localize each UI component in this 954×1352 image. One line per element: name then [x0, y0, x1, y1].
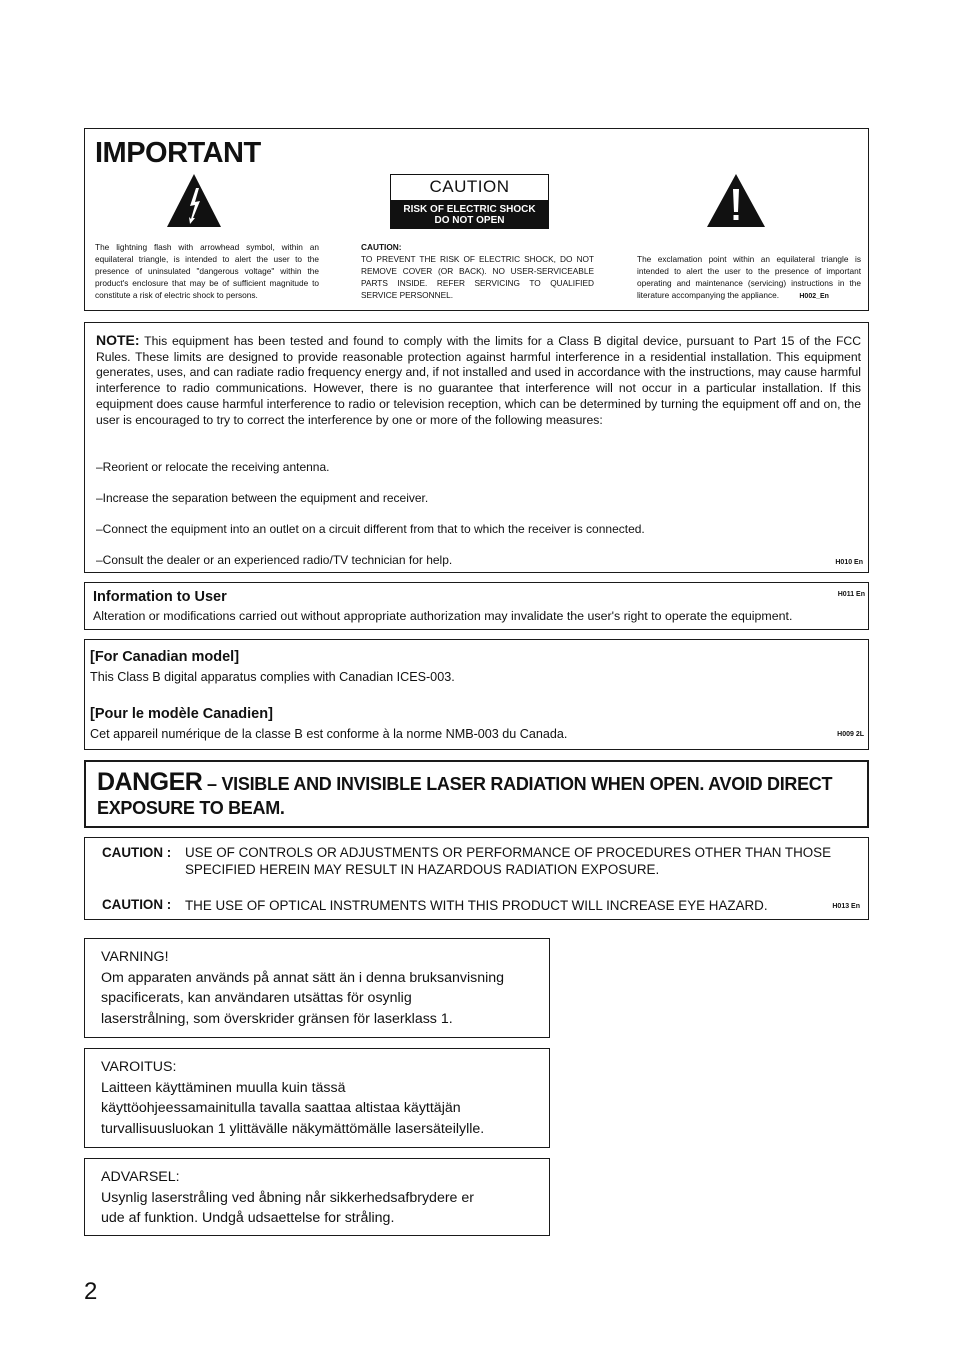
- canada-text-en: This Class B digital apparatus complies with Canadian ICES-003.: [90, 670, 455, 684]
- lightning-warning-icon: [165, 172, 223, 229]
- exclamation-warning-icon: [705, 172, 767, 229]
- measure-item: –Consult the dealer or an experienced radio/TV technician for help.: [96, 553, 453, 567]
- note-text: This equipment has been tested and found to comply with the limits for a Class B digital device, pursuant to Part 15 of the FCC Rules. These limits are designed to provide reasonable protection against harmful interference in a residential installation. This equipment generates, uses, and can radiate radio frequency energy and, if not installed and used in accordance with the instructions, may cause harmful interference to radio communications. However, there is no guarantee that interference will not occur in a particular installation. If this equipment does cause harmful interference to radio or television reception, which can be determined by turning the equipment off and on, the user is encouraged to try to correct the interference by one or more of the following measures:: [96, 334, 861, 427]
- canada-code: H009 2L: [837, 731, 864, 738]
- measure-item: –Increase the separation between the equipment and receiver.: [96, 491, 429, 505]
- info-text: Alteration or modifications carried out without appropriate authorization may invalidate the user's right to operate the equipment.: [93, 609, 793, 623]
- note-code: H010 En: [835, 559, 863, 566]
- advarsel-text: ADVARSEL: Usynlig laserstråling ved åbning når sikkerhedsafbrydere er ude af funktion. Undgå udsaettelse for stråling.: [101, 1169, 475, 1226]
- exclamation-explanation: The exclamation point within an equilateral triangle is intended to alert the user to the presence of important operating and maintenance (servicing) instructions in the literature accompanying the appliance. H002_En: [637, 254, 861, 300]
- varoitus-text: VAROITUS: Laitteen käyttäminen muulla kuin tässä käyttöohjeessamainitulla tavalla saattaa altistaa käyttäjän turvallisuusluokan 1 ylittävälle näkymättömälle lasersäteilylle.: [101, 1059, 485, 1137]
- danger-word: DANGER: [97, 768, 203, 796]
- danger-line2: EXPOSURE TO BEAM.: [97, 798, 285, 818]
- note-paragraph: [96, 333, 861, 428]
- canada-text-fr: Cet appareil numérique de la classe B est conforme à la norme NMB-003 du Canada.: [90, 727, 568, 741]
- caution-label: CAUTION :: [102, 845, 172, 860]
- canada-heading-fr: [Pour le modèle Canadien]: [90, 706, 273, 722]
- important-title: IMPORTANT: [95, 137, 261, 169]
- info-heading: Information to User: [93, 589, 227, 605]
- fcc-note-section: [84, 322, 869, 573]
- caution-text-2: THE USE OF OPTICAL INSTRUMENTS WITH THIS PRODUCT WILL INCREASE EYE HAZARD.: [185, 898, 768, 913]
- measure-item: –Connect the equipment into an outlet on a circuit different from that to which the receiver is connected.: [96, 522, 645, 536]
- danger-line1: [97, 768, 832, 797]
- caution-label: CAUTION :: [102, 897, 172, 912]
- lightning-explanation: The lightning flash with arrowhead symbol, within an equilateral triangle, is intended to alert the user to the presence of uninsulated "dangerous voltage" within the product's enclosure that may be of sufficient magnitude to constitute a risk of electric shock to persons.: [95, 242, 319, 300]
- caution-text-1: USE OF CONTROLS OR ADJUSTMENTS OR PERFORMANCE OF PROCEDURES OTHER THAN THOSE SPECIFIED HEREIN MAY RESULT IN HAZARDOUS RADIATION EXPOSURE.: [185, 845, 832, 877]
- page-number: 2: [84, 1278, 98, 1305]
- measure-item: –Reorient or relocate the receiving antenna.: [96, 460, 330, 474]
- varning-section: [84, 938, 550, 1038]
- varning-text: VARNING! Om apparaten används på annat sätt än i denna bruksanvisning spacificerats, kan användaren utsättas för osynlig laserstrålning, som överskrider gränsen för laserklass 1.: [101, 949, 505, 1027]
- canadian-model-section: [84, 639, 869, 750]
- note-label: NOTE:: [96, 332, 140, 348]
- danger-section: [84, 760, 869, 828]
- caution-heading: CAUTION:: [361, 242, 402, 252]
- caution-text: TO PREVENT THE RISK OF ELECTRIC SHOCK, DO NOT REMOVE COVER (OR BACK). NO USER-SERVICEABLE PARTS INSIDE. REFER SERVICING TO QUALIFIED SERVICE PERSONNEL.: [361, 254, 594, 300]
- info-to-user-section: [84, 582, 869, 630]
- varoitus-section: [84, 1048, 550, 1148]
- advarsel-section: [84, 1158, 550, 1236]
- important-code: H002_En: [799, 293, 829, 300]
- danger-text: – VISIBLE AND INVISIBLE LASER RADIATION WHEN OPEN. AVOID DIRECT: [202, 774, 833, 794]
- caution-explanation: [361, 241, 594, 301]
- caution-code: H013 En: [832, 903, 860, 910]
- caution-plate-warning: RISK OF ELECTRIC SHOCK DO NOT OPEN: [391, 200, 548, 228]
- laser-caution-section: [84, 837, 869, 920]
- info-code: H011 En: [837, 591, 865, 598]
- caution-plate: [390, 174, 549, 229]
- canada-heading-en: [For Canadian model]: [90, 649, 240, 665]
- important-section: [84, 128, 869, 311]
- caution-plate-title: CAUTION: [429, 177, 510, 196]
